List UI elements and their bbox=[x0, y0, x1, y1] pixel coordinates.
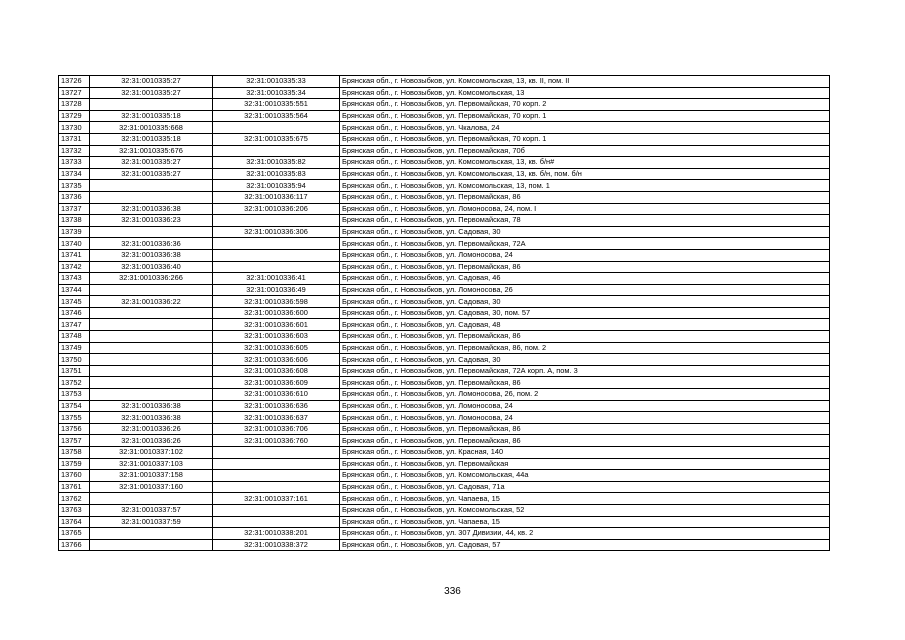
land-cadastral-number-cell: 32:31:0010335:27 bbox=[90, 157, 213, 169]
row-number-cell: 13740 bbox=[59, 238, 90, 250]
address-cell: Брянская обл., г. Новозыбков, ул. Садовая, 46 bbox=[340, 273, 830, 285]
building-cadastral-number-cell bbox=[213, 215, 340, 227]
land-cadastral-number-cell: 32:31:0010336:38 bbox=[90, 203, 213, 215]
row-number-cell: 13728 bbox=[59, 99, 90, 111]
address-cell: Брянская обл., г. Новозыбков, ул. Садовая, 30 bbox=[340, 226, 830, 238]
address-cell: Брянская обл., г. Новозыбков, ул. Комсомольская, 13, кв. II, пом. II bbox=[340, 76, 830, 88]
row-number-cell: 13744 bbox=[59, 284, 90, 296]
address-cell: Брянская обл., г. Новозыбков, ул. Чкалова, 24 bbox=[340, 122, 830, 134]
building-cadastral-number-cell: 32:31:0010335:82 bbox=[213, 157, 340, 169]
row-number-cell: 13758 bbox=[59, 447, 90, 459]
building-cadastral-number-cell: 32:31:0010337:161 bbox=[213, 493, 340, 505]
land-cadastral-number-cell bbox=[90, 539, 213, 551]
land-cadastral-number-cell: 32:31:0010337:102 bbox=[90, 447, 213, 459]
row-number-cell: 13765 bbox=[59, 528, 90, 540]
building-cadastral-number-cell: 32:31:0010336:636 bbox=[213, 400, 340, 412]
row-number-cell: 13747 bbox=[59, 319, 90, 331]
land-cadastral-number-cell: 32:31:0010337:59 bbox=[90, 516, 213, 528]
row-number-cell: 13760 bbox=[59, 470, 90, 482]
building-cadastral-number-cell: 32:31:0010336:117 bbox=[213, 191, 340, 203]
row-number-cell: 13738 bbox=[59, 215, 90, 227]
table-row bbox=[59, 400, 830, 412]
land-cadastral-number-cell bbox=[90, 389, 213, 401]
address-cell: Брянская обл., г. Новозыбков, ул. Красная, 140 bbox=[340, 447, 830, 459]
building-cadastral-number-cell bbox=[213, 261, 340, 273]
address-cell: Брянская обл., г. Новозыбков, ул. Первомайская, 86 bbox=[340, 191, 830, 203]
building-cadastral-number-cell: 32:31:0010335:34 bbox=[213, 87, 340, 99]
land-cadastral-number-cell: 32:31:0010336:38 bbox=[90, 249, 213, 261]
land-cadastral-number-cell bbox=[90, 319, 213, 331]
address-cell: Брянская обл., г. Новозыбков, ул. Первомайская, 70б bbox=[340, 145, 830, 157]
building-cadastral-number-cell: 32:31:0010335:551 bbox=[213, 99, 340, 111]
address-cell: Брянская обл., г. Новозыбков, ул. Комсомольская, 44а bbox=[340, 470, 830, 482]
building-cadastral-number-cell: 32:31:0010336:610 bbox=[213, 389, 340, 401]
address-cell: Брянская обл., г. Новозыбков, ул. Садовая, 48 bbox=[340, 319, 830, 331]
table-row bbox=[59, 261, 830, 273]
table-row bbox=[59, 76, 830, 88]
table-row bbox=[59, 273, 830, 285]
building-cadastral-number-cell: 32:31:0010336:603 bbox=[213, 331, 340, 343]
building-cadastral-number-cell bbox=[213, 238, 340, 250]
address-cell: Брянская обл., г. Новозыбков, ул. Первомайская, 70 корп. 1 bbox=[340, 133, 830, 145]
building-cadastral-number-cell: 32:31:0010336:598 bbox=[213, 296, 340, 308]
land-cadastral-number-cell: 32:31:0010335:18 bbox=[90, 110, 213, 122]
address-cell: Брянская обл., г. Новозыбков, ул. 307 Дивизии, 44, кв. 2 bbox=[340, 528, 830, 540]
table-row bbox=[59, 377, 830, 389]
table-row bbox=[59, 412, 830, 424]
table-row bbox=[59, 435, 830, 447]
land-cadastral-number-cell: 32:31:0010335:676 bbox=[90, 145, 213, 157]
building-cadastral-number-cell bbox=[213, 516, 340, 528]
row-number-cell: 13737 bbox=[59, 203, 90, 215]
building-cadastral-number-cell: 32:31:0010336:41 bbox=[213, 273, 340, 285]
row-number-cell: 13729 bbox=[59, 110, 90, 122]
address-cell: Брянская обл., г. Новозыбков, ул. Чапаева, 15 bbox=[340, 493, 830, 505]
registry-table-body bbox=[59, 76, 830, 551]
address-cell: Брянская обл., г. Новозыбков, ул. Садовая, 71а bbox=[340, 481, 830, 493]
land-cadastral-number-cell bbox=[90, 331, 213, 343]
table-row bbox=[59, 389, 830, 401]
address-cell: Брянская обл., г. Новозыбков, ул. Ломоносова, 24 bbox=[340, 412, 830, 424]
row-number-cell: 13759 bbox=[59, 458, 90, 470]
address-cell: Брянская обл., г. Новозыбков, ул. Первомайская, 72А bbox=[340, 238, 830, 250]
address-cell: Брянская обл., г. Новозыбков, ул. Садовая, 30 bbox=[340, 296, 830, 308]
address-cell: Брянская обл., г. Новозыбков, ул. Садовая, 30 bbox=[340, 354, 830, 366]
land-cadastral-number-cell bbox=[90, 354, 213, 366]
building-cadastral-number-cell: 32:31:0010335:564 bbox=[213, 110, 340, 122]
land-cadastral-number-cell bbox=[90, 226, 213, 238]
address-cell: Брянская обл., г. Новозыбков, ул. Первомайская bbox=[340, 458, 830, 470]
land-cadastral-number-cell bbox=[90, 377, 213, 389]
building-cadastral-number-cell: 32:31:0010335:83 bbox=[213, 168, 340, 180]
address-cell: Брянская обл., г. Новозыбков, ул. Чапаева, 15 bbox=[340, 516, 830, 528]
address-cell: Брянская обл., г. Новозыбков, ул. Первомайская, 86 bbox=[340, 423, 830, 435]
table-row bbox=[59, 180, 830, 192]
land-cadastral-number-cell: 32:31:0010337:158 bbox=[90, 470, 213, 482]
address-cell: Брянская обл., г. Новозыбков, ул. Садовая, 30, пом. 57 bbox=[340, 307, 830, 319]
table-row bbox=[59, 307, 830, 319]
land-cadastral-number-cell: 32:31:0010337:57 bbox=[90, 504, 213, 516]
row-number-cell: 13752 bbox=[59, 377, 90, 389]
row-number-cell: 13751 bbox=[59, 365, 90, 377]
address-cell: Брянская обл., г. Новозыбков, ул. Первомайская, 86 bbox=[340, 435, 830, 447]
table-row bbox=[59, 157, 830, 169]
building-cadastral-number-cell bbox=[213, 249, 340, 261]
table-row bbox=[59, 447, 830, 459]
row-number-cell: 13734 bbox=[59, 168, 90, 180]
row-number-cell: 13749 bbox=[59, 342, 90, 354]
land-cadastral-number-cell: 32:31:0010337:160 bbox=[90, 481, 213, 493]
building-cadastral-number-cell: 32:31:0010336:609 bbox=[213, 377, 340, 389]
land-cadastral-number-cell: 32:31:0010336:36 bbox=[90, 238, 213, 250]
land-cadastral-number-cell: 32:31:0010336:22 bbox=[90, 296, 213, 308]
building-cadastral-number-cell: 32:31:0010336:760 bbox=[213, 435, 340, 447]
table-row bbox=[59, 342, 830, 354]
row-number-cell: 13736 bbox=[59, 191, 90, 203]
table-row bbox=[59, 122, 830, 134]
row-number-cell: 13750 bbox=[59, 354, 90, 366]
building-cadastral-number-cell: 32:31:0010336:706 bbox=[213, 423, 340, 435]
row-number-cell: 13743 bbox=[59, 273, 90, 285]
table-row bbox=[59, 296, 830, 308]
row-number-cell: 13755 bbox=[59, 412, 90, 424]
table-row bbox=[59, 238, 830, 250]
address-cell: Брянская обл., г. Новозыбков, ул. Первомайская, 86, пом. 2 bbox=[340, 342, 830, 354]
building-cadastral-number-cell: 32:31:0010336:600 bbox=[213, 307, 340, 319]
building-cadastral-number-cell bbox=[213, 458, 340, 470]
building-cadastral-number-cell: 32:31:0010336:606 bbox=[213, 354, 340, 366]
land-cadastral-number-cell: 32:31:0010335:18 bbox=[90, 133, 213, 145]
building-cadastral-number-cell bbox=[213, 504, 340, 516]
address-cell: Брянская обл., г. Новозыбков, ул. Комсомольская, 13, кв. б/н# bbox=[340, 157, 830, 169]
building-cadastral-number-cell: 32:31:0010338:201 bbox=[213, 528, 340, 540]
land-cadastral-number-cell: 32:31:0010337:103 bbox=[90, 458, 213, 470]
row-number-cell: 13735 bbox=[59, 180, 90, 192]
address-cell: Брянская обл., г. Новозыбков, ул. Первомайская, 86 bbox=[340, 331, 830, 343]
address-cell: Брянская обл., г. Новозыбков, ул. Ломоносова, 24, пом. I bbox=[340, 203, 830, 215]
land-cadastral-number-cell: 32:31:0010336:40 bbox=[90, 261, 213, 273]
table-row bbox=[59, 516, 830, 528]
row-number-cell: 13763 bbox=[59, 504, 90, 516]
row-number-cell: 13754 bbox=[59, 400, 90, 412]
table-row bbox=[59, 539, 830, 551]
building-cadastral-number-cell: 32:31:0010336:306 bbox=[213, 226, 340, 238]
row-number-cell: 13766 bbox=[59, 539, 90, 551]
building-cadastral-number-cell: 32:31:0010336:601 bbox=[213, 319, 340, 331]
table-row bbox=[59, 99, 830, 111]
table-row bbox=[59, 145, 830, 157]
row-number-cell: 13731 bbox=[59, 133, 90, 145]
building-cadastral-number-cell bbox=[213, 470, 340, 482]
building-cadastral-number-cell bbox=[213, 145, 340, 157]
address-cell: Брянская обл., г. Новозыбков, ул. Комсомольская, 13, пом. 1 bbox=[340, 180, 830, 192]
land-cadastral-number-cell bbox=[90, 180, 213, 192]
row-number-cell: 13742 bbox=[59, 261, 90, 273]
address-cell: Брянская обл., г. Новозыбков, ул. Первомайская, 70 корп. 2 bbox=[340, 99, 830, 111]
table-row bbox=[59, 319, 830, 331]
address-cell: Брянская обл., г. Новозыбков, ул. Первомайская, 86 bbox=[340, 377, 830, 389]
land-cadastral-number-cell bbox=[90, 493, 213, 505]
table-row bbox=[59, 133, 830, 145]
table-row bbox=[59, 110, 830, 122]
table-row bbox=[59, 203, 830, 215]
land-cadastral-number-cell bbox=[90, 191, 213, 203]
row-number-cell: 13741 bbox=[59, 249, 90, 261]
row-number-cell: 13761 bbox=[59, 481, 90, 493]
land-cadastral-number-cell bbox=[90, 284, 213, 296]
land-cadastral-number-cell: 32:31:0010335:27 bbox=[90, 168, 213, 180]
building-cadastral-number-cell: 32:31:0010336:49 bbox=[213, 284, 340, 296]
land-cadastral-number-cell bbox=[90, 528, 213, 540]
land-cadastral-number-cell: 32:31:0010336:23 bbox=[90, 215, 213, 227]
land-cadastral-number-cell: 32:31:0010336:38 bbox=[90, 412, 213, 424]
land-cadastral-number-cell: 32:31:0010336:266 bbox=[90, 273, 213, 285]
building-cadastral-number-cell bbox=[213, 447, 340, 459]
building-cadastral-number-cell bbox=[213, 122, 340, 134]
land-cadastral-number-cell: 32:31:0010335:668 bbox=[90, 122, 213, 134]
land-cadastral-number-cell: 32:31:0010335:27 bbox=[90, 76, 213, 88]
address-cell: Брянская обл., г. Новозыбков, ул. Первомайская, 72А корп. А, пом. 3 bbox=[340, 365, 830, 377]
row-number-cell: 13726 bbox=[59, 76, 90, 88]
table-row bbox=[59, 481, 830, 493]
row-number-cell: 13732 bbox=[59, 145, 90, 157]
address-cell: Брянская обл., г. Новозыбков, ул. Комсомольская, 13 bbox=[340, 87, 830, 99]
building-cadastral-number-cell: 32:31:0010335:675 bbox=[213, 133, 340, 145]
row-number-cell: 13764 bbox=[59, 516, 90, 528]
row-number-cell: 13757 bbox=[59, 435, 90, 447]
building-cadastral-number-cell: 32:31:0010338:372 bbox=[213, 539, 340, 551]
building-cadastral-number-cell: 32:31:0010335:94 bbox=[213, 180, 340, 192]
table-row bbox=[59, 191, 830, 203]
table-row bbox=[59, 215, 830, 227]
land-cadastral-number-cell: 32:31:0010336:38 bbox=[90, 400, 213, 412]
land-cadastral-number-cell: 32:31:0010335:27 bbox=[90, 87, 213, 99]
table-row bbox=[59, 504, 830, 516]
table-row bbox=[59, 284, 830, 296]
row-number-cell: 13746 bbox=[59, 307, 90, 319]
address-cell: Брянская обл., г. Новозыбков, ул. Ломоносова, 26, пом. 2 bbox=[340, 389, 830, 401]
table-row bbox=[59, 354, 830, 366]
building-cadastral-number-cell: 32:31:0010336:608 bbox=[213, 365, 340, 377]
row-number-cell: 13739 bbox=[59, 226, 90, 238]
table-row bbox=[59, 528, 830, 540]
row-number-cell: 13748 bbox=[59, 331, 90, 343]
table-row bbox=[59, 168, 830, 180]
address-cell: Брянская обл., г. Новозыбков, ул. Первомайская, 78 bbox=[340, 215, 830, 227]
building-cadastral-number-cell bbox=[213, 481, 340, 493]
table-row bbox=[59, 226, 830, 238]
land-cadastral-number-cell: 32:31:0010336:26 bbox=[90, 435, 213, 447]
row-number-cell: 13730 bbox=[59, 122, 90, 134]
address-cell: Брянская обл., г. Новозыбков, ул. Комсомольская, 52 bbox=[340, 504, 830, 516]
land-cadastral-number-cell: 32:31:0010336:26 bbox=[90, 423, 213, 435]
land-cadastral-number-cell bbox=[90, 307, 213, 319]
table-row bbox=[59, 470, 830, 482]
table-row bbox=[59, 458, 830, 470]
land-cadastral-number-cell bbox=[90, 342, 213, 354]
row-number-cell: 13745 bbox=[59, 296, 90, 308]
table-row bbox=[59, 87, 830, 99]
row-number-cell: 13762 bbox=[59, 493, 90, 505]
address-cell: Брянская обл., г. Новозыбков, ул. Ломоносова, 24 bbox=[340, 400, 830, 412]
address-cell: Брянская обл., г. Новозыбков, ул. Комсомольская, 13, кв. б/н, пом. б/н bbox=[340, 168, 830, 180]
table-row bbox=[59, 365, 830, 377]
address-cell: Брянская обл., г. Новозыбков, ул. Ломоносова, 24 bbox=[340, 249, 830, 261]
address-cell: Брянская обл., г. Новозыбков, ул. Садовая, 57 bbox=[340, 539, 830, 551]
page-number: 336 bbox=[444, 586, 461, 597]
building-cadastral-number-cell: 32:31:0010336:605 bbox=[213, 342, 340, 354]
table-row bbox=[59, 423, 830, 435]
row-number-cell: 13753 bbox=[59, 389, 90, 401]
table-row bbox=[59, 249, 830, 261]
building-cadastral-number-cell: 32:31:0010336:206 bbox=[213, 203, 340, 215]
address-cell: Брянская обл., г. Новозыбков, ул. Первомайская, 70 корп. 1 bbox=[340, 110, 830, 122]
land-cadastral-number-cell bbox=[90, 99, 213, 111]
row-number-cell: 13727 bbox=[59, 87, 90, 99]
land-cadastral-number-cell bbox=[90, 365, 213, 377]
registry-table bbox=[58, 75, 830, 551]
address-cell: Брянская обл., г. Новозыбков, ул. Первомайская, 86 bbox=[340, 261, 830, 273]
table-row bbox=[59, 493, 830, 505]
building-cadastral-number-cell: 32:31:0010336:637 bbox=[213, 412, 340, 424]
building-cadastral-number-cell: 32:31:0010335:33 bbox=[213, 76, 340, 88]
address-cell: Брянская обл., г. Новозыбков, ул. Ломоносова, 26 bbox=[340, 284, 830, 296]
row-number-cell: 13733 bbox=[59, 157, 90, 169]
row-number-cell: 13756 bbox=[59, 423, 90, 435]
table-row bbox=[59, 331, 830, 343]
